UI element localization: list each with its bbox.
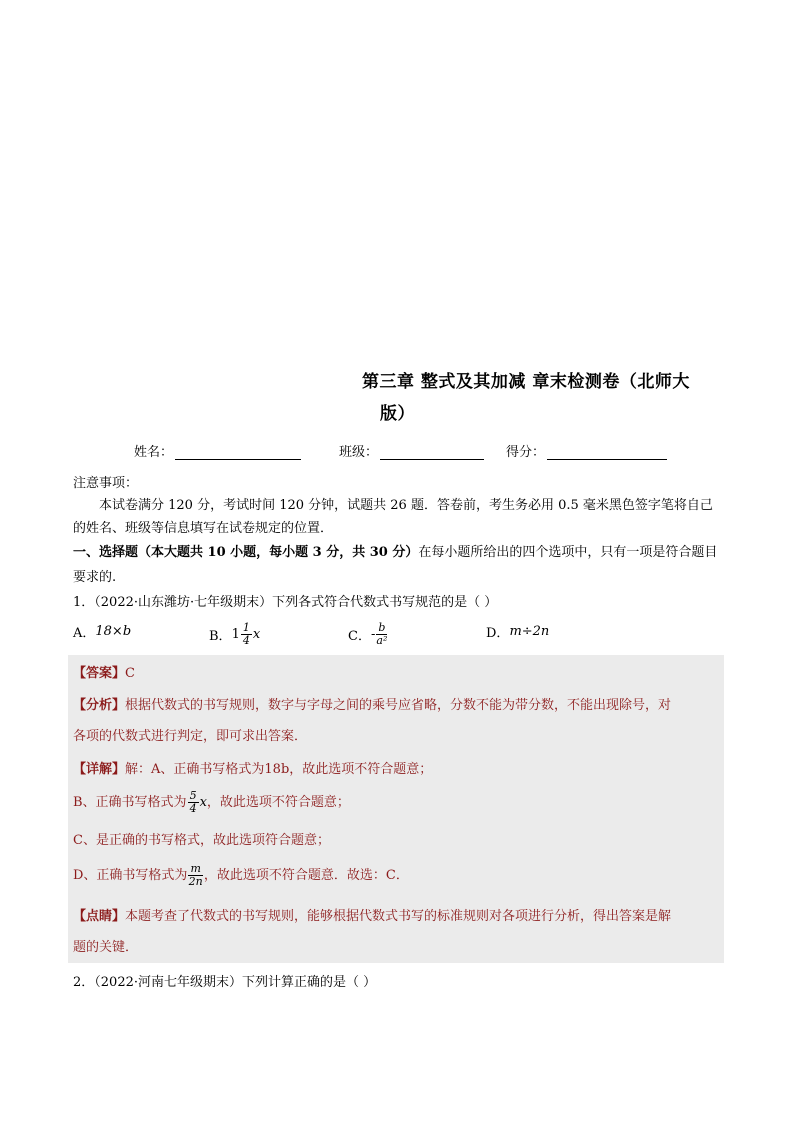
question-1-stem: 1．（2022·山东潍坊·七年级期末）下列各式符合代数式书写规范的是（ ） — [73, 595, 498, 610]
detail-b-prefix: B、正确书写格式为 — [73, 795, 187, 810]
detail-b-variable: x — [199, 795, 207, 810]
class-label: 班级： — [339, 445, 379, 460]
detail-d-prefix: D、正确书写格式为 — [73, 868, 188, 883]
name-label: 姓名： — [134, 445, 174, 460]
analysis-text-1: 根据代数式的书写规则，数字与字母之间的乘号应省略，分数不能为带分数，不能出现除号，对 — [125, 698, 672, 713]
name-blank[interactable] — [175, 445, 301, 460]
option-c-label: C． — [348, 629, 371, 644]
analysis-tag: 【分析】 — [73, 698, 126, 713]
option-a[interactable] — [73, 622, 131, 641]
answer-tag: 【答案】 — [73, 666, 126, 681]
section-heading — [73, 540, 725, 590]
option-c[interactable] — [348, 622, 388, 647]
detail-d-numerator: m — [190, 862, 201, 875]
option-b-fraction — [241, 622, 252, 647]
answer-line — [73, 661, 135, 686]
option-a-label: A． — [73, 626, 96, 641]
score-label: 得分： — [506, 445, 546, 460]
option-b-whole: 1 — [231, 627, 240, 642]
comment-line-2: 题的关键． — [73, 940, 139, 955]
option-b[interactable] — [209, 622, 260, 647]
detail-line-d — [73, 863, 409, 888]
option-b-denominator: 4 — [242, 634, 250, 647]
detail-tag: 【详解】 — [73, 762, 126, 777]
option-a-value: 18×b — [95, 624, 132, 639]
detail-b-fraction — [188, 790, 199, 815]
analysis-line-2: 各项的代数式进行判定，即可求出答案． — [73, 729, 308, 744]
option-c-denominator: a² — [376, 634, 388, 647]
option-c-numerator: b — [378, 621, 386, 634]
document-title — [362, 366, 742, 430]
detail-d-suffix: ，故此选项不符合题意．故选：C． — [203, 868, 409, 883]
title-line-1: 第三章 整式及其加减 章末检测卷（北师大 — [362, 372, 690, 392]
option-b-numerator: 1 — [242, 621, 250, 634]
analysis-line-1 — [73, 693, 671, 718]
section-heading-rest: 在每小题所给出的四个选项中，只有一项是符合题目要求的. — [73, 545, 718, 585]
option-b-label: B． — [209, 629, 232, 644]
option-c-sign: - — [370, 627, 376, 642]
score-blank[interactable] — [547, 445, 667, 460]
answer-value: C — [125, 666, 135, 681]
notice-body: 本试卷满分 120 分，考试时间 120 分钟，试题共 26 题．答卷前，考生务必用 0.5 毫米黑色签字笔将自己的姓名、班级等信息填写在试卷规定的位置． — [73, 498, 713, 536]
detail-line-a — [73, 757, 432, 782]
detail-b-denominator: 4 — [189, 802, 197, 815]
option-d-label: D． — [486, 626, 510, 641]
class-blank[interactable] — [380, 445, 484, 460]
detail-line-b — [73, 790, 350, 815]
option-d[interactable] — [486, 622, 549, 641]
option-b-variable: x — [252, 627, 261, 642]
comment-text-1: 本题考查了代数式的书写规则，能够根据代数式书写的标准规则对各项进行分析，得出答案是解 — [125, 909, 672, 924]
title-line-2: 版） — [380, 404, 415, 424]
student-info-row — [134, 441, 667, 460]
notice-heading: 注意事项： — [73, 476, 139, 491]
question-2-stem: 2．（2022·河南七年级期末）下列计算正确的是（ ） — [73, 975, 377, 990]
detail-b-numerator: 5 — [189, 789, 197, 802]
detail-b-suffix: ，故此选项不符合题意； — [206, 795, 350, 810]
detail-d-fraction — [188, 863, 202, 888]
comment-tag: 【点睛】 — [73, 909, 126, 924]
option-c-fraction — [376, 622, 387, 647]
option-d-value: m÷2n — [509, 624, 550, 639]
detail-d-denominator: 2n — [188, 875, 203, 888]
detail-line-c: C、是正确的书写格式，故此选项符合题意； — [73, 833, 330, 848]
section-heading-bold: 一、选择题（本大题共 10 小题，每小题 3 分，共 30 分） — [73, 545, 419, 560]
comment-line-1 — [73, 904, 671, 929]
detail-text-a: 解：A、正确书写格式为18b，故此选项不符合题意； — [125, 762, 433, 777]
